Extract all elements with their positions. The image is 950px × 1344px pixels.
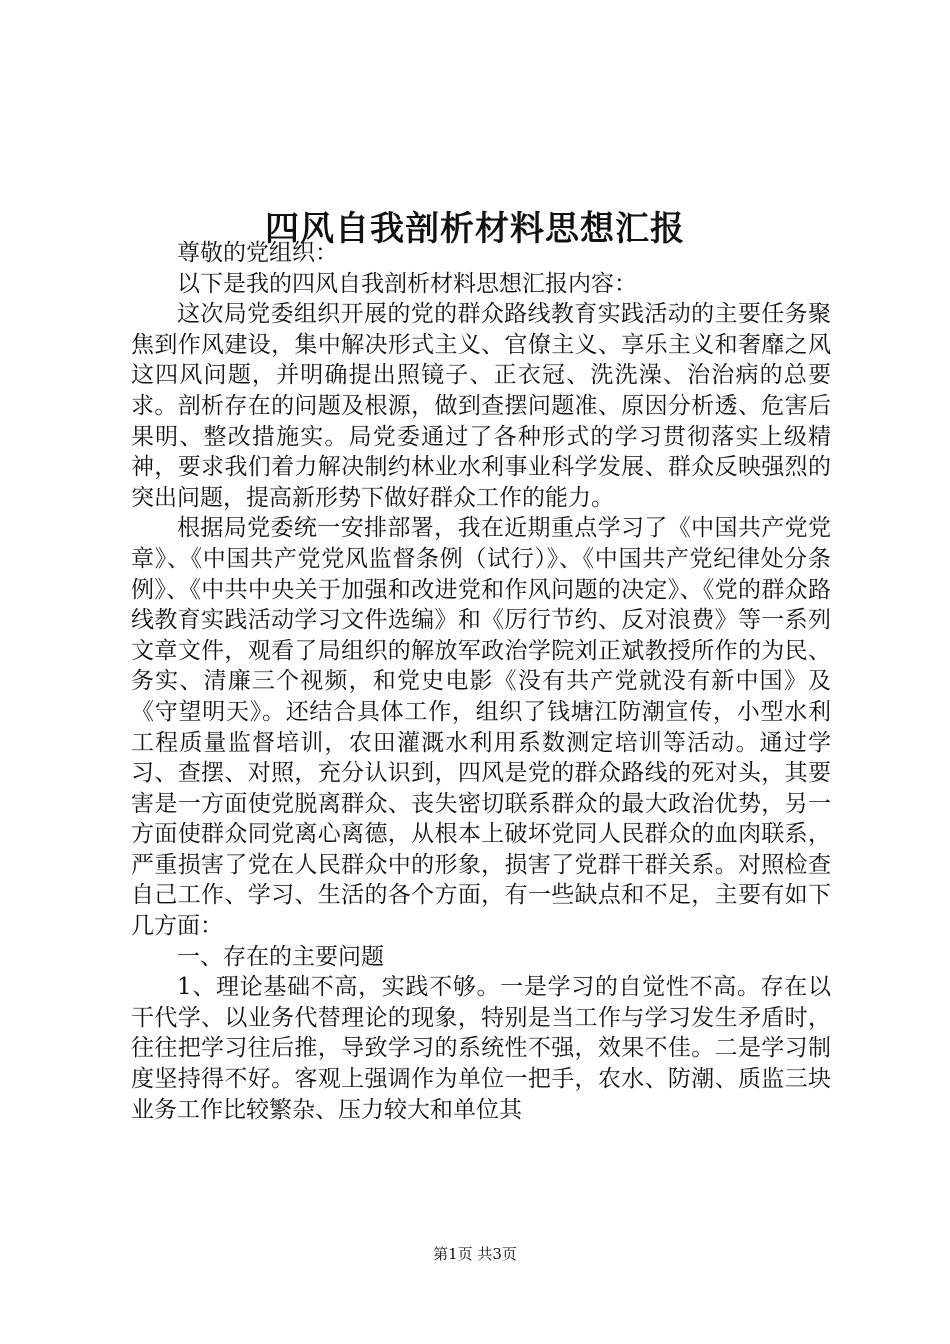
document-title: 四风自我剖析材料思想汇报 — [265, 208, 685, 249]
section-heading: 一、存在的主要问题 — [177, 943, 384, 970]
intro-paragraph: 以下是我的四风自我剖析材料思想汇报内容： — [177, 270, 637, 297]
page-footer: 第1页 共3页 — [433, 1245, 517, 1263]
body-paragraph: 这次局党委组织开展的党的群众路线教育实践活动的主要任务聚焦到作风建设，集中解决形式主义、官僚主义、享乐主义和奢靡之风这四风问题，并明确提出照镜子、正衣冠、洗洗澡、治治病的总要求。剖析存在的问题及根源，做到查摆问题准、原因分析透、危害后果明、整改措施实。局党委通过了各种形式的学习贯彻落实上级精神，要求我们着力解决制约林业水利事业科学发展、群众反映强烈的突出问题，提高新形势下做好群众工作的能力。 — [131, 301, 831, 511]
body-paragraph: 1、理论基础不高，实践不够。一是学习的自觉性不高。存在以干代学、以业务代替理论的现象，特别是当工作与学习发生矛盾时，往往把学习往后推，导致学习的系统性不强，效果不佳。二是学习制度坚持得不好。客观上强调作为单位一把手，农水、防潮、质监三块业务工作比较繁杂、压力较大和单位其 — [131, 974, 831, 1123]
body-paragraph: 根据局党委统一安排部署，我在近期重点学习了《中国共产党党章》、《中国共产党党风监督条例（试行）》、《中国共产党纪律处分条例》、《中共中央关于加强和改进党和作风问题的决定》、《党的群众路线教育实践活动学习文件选编》和《厉行节约、反对浪费》等一系列文章文件，观看了局组织的解放军政治学院刘正斌教授所作的为民、务实、清廉三个视频，和党史电影《没有共产党就没有新中国》及《守望明天》。还结合具体工作，组织了钱塘江防潮宣传，小型水利工程质量监督培训，农田灌溉水利用系数测定培训等活动。通过学习、查摆、对照，充分认识到，四风是党的群众路线的死对头，其要害是一方面使党脱离群众、丧失密切联系群众的最大政治优势，另一方面使群众同党离心离德，从根本上破坏党同人民群众的血肉联系，严重损害了党在人民群众中的形象，损害了党群干群关系。对照检查自己工作、学习、生活的各个方面，有一些缺点和不足，主要有如下几方面： — [131, 515, 831, 940]
salutation-paragraph: 尊敬的党组织： — [177, 240, 338, 266]
document-body — [131, 238, 831, 1125]
